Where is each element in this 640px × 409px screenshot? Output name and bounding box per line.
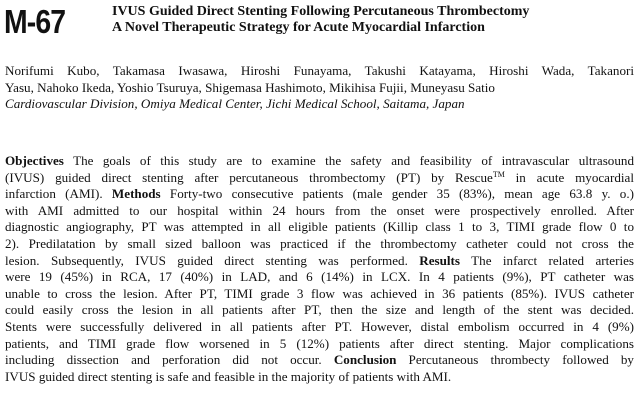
abstract-title bbox=[112, 4, 632, 36]
abstract-line: 2). Predilatation by small sized balloon was practiced if the thrombectomy catheter could not cross the bbox=[5, 235, 634, 251]
abstract-line: (IVUS) guided direct stenting after percutaneous thrombectomy (PT) by Rescue™ in acute myocardial bbox=[5, 169, 634, 185]
authors-line-2: Yasu, Nahoko Ikeda, Yoshio Tsuruya, Shigemasa Hashimoto, Mikihisa Fujii, Muneyasu Satio bbox=[5, 79, 495, 95]
abstract-line: diagnostic angiography, PT was attempted in all eligible patients (Killip class 1 to 3, TIMI grade flow 0 to bbox=[5, 219, 634, 235]
title-line-1: IVUS Guided Direct Stenting Following Percutaneous Thrombectomy bbox=[112, 4, 530, 19]
section-label-methods: Methods bbox=[111, 186, 161, 202]
abstract-line: with AMI admitted to our hospital within 24 hours from the onset were prospectively enrolled. After bbox=[5, 202, 634, 218]
affiliation: Cardiovascular Division, Omiya Medical Center, Jichi Medical School, Saitama, Japan bbox=[5, 96, 465, 111]
abstract-id: M-67 bbox=[4, 3, 66, 40]
abstract-line: IVUS guided direct stenting is safe and feasible in the majority of patients with AMI. bbox=[5, 368, 452, 384]
section-label-objectives: Objectives bbox=[5, 153, 64, 168]
section-label-conclusion: Conclusion bbox=[333, 352, 397, 368]
abstract-line: unable to cross the lesion. After PT, TIMI grade 3 flow was achieved in 36 patients (85%). IVUS catheter bbox=[5, 285, 634, 301]
abstract-line: Objectives The goals of this study are to examine the safety and feasibility of intravascular ultrasound bbox=[5, 153, 634, 168]
abstract-line: Stents were successfully delivered in all patients after PT. However, distal embolism occurred in 4 (9%) bbox=[5, 318, 634, 334]
title-line-2: A Novel Therapeutic Strategy for Acute Myocardial Infarction bbox=[112, 20, 485, 35]
abstract-line: were 19 (45%) in RCA, 17 (40%) in LAD, and 6 (14%) in LCX. In 4 patients (9%), PT catheter was bbox=[5, 269, 634, 285]
abstract-line: could easily cross the lesion in all patients after PT, then the size and length of the stent was decided. bbox=[5, 302, 634, 318]
trademark-mark: TM bbox=[492, 169, 505, 179]
section-label-results: Results bbox=[419, 252, 461, 268]
authors-line-1: Norifumi Kubo, Takamasa Iwasawa, Hiroshi Funayama, Takushi Katayama, Hiroshi Wada, Takanori bbox=[5, 63, 634, 78]
abstract-line: lesion. Subsequently, IVUS guided direct stenting was performed. Results The infarct related arteries bbox=[5, 252, 634, 268]
author-list bbox=[5, 63, 634, 96]
abstract-body bbox=[5, 153, 634, 385]
abstract-line: patients, and TIMI grade flow worsened in 5 (12%) patients after direct stenting. Major complications bbox=[5, 335, 634, 351]
abstract-line: infarction (AMI). Methods Forty-two consecutive patients (male gender 35 (83%), mean age 63.8 y. o.) bbox=[5, 186, 634, 202]
abstract-line: including dissection and perforation did not occur. Conclusion Percutaneous thrombecty followed by bbox=[5, 352, 634, 368]
